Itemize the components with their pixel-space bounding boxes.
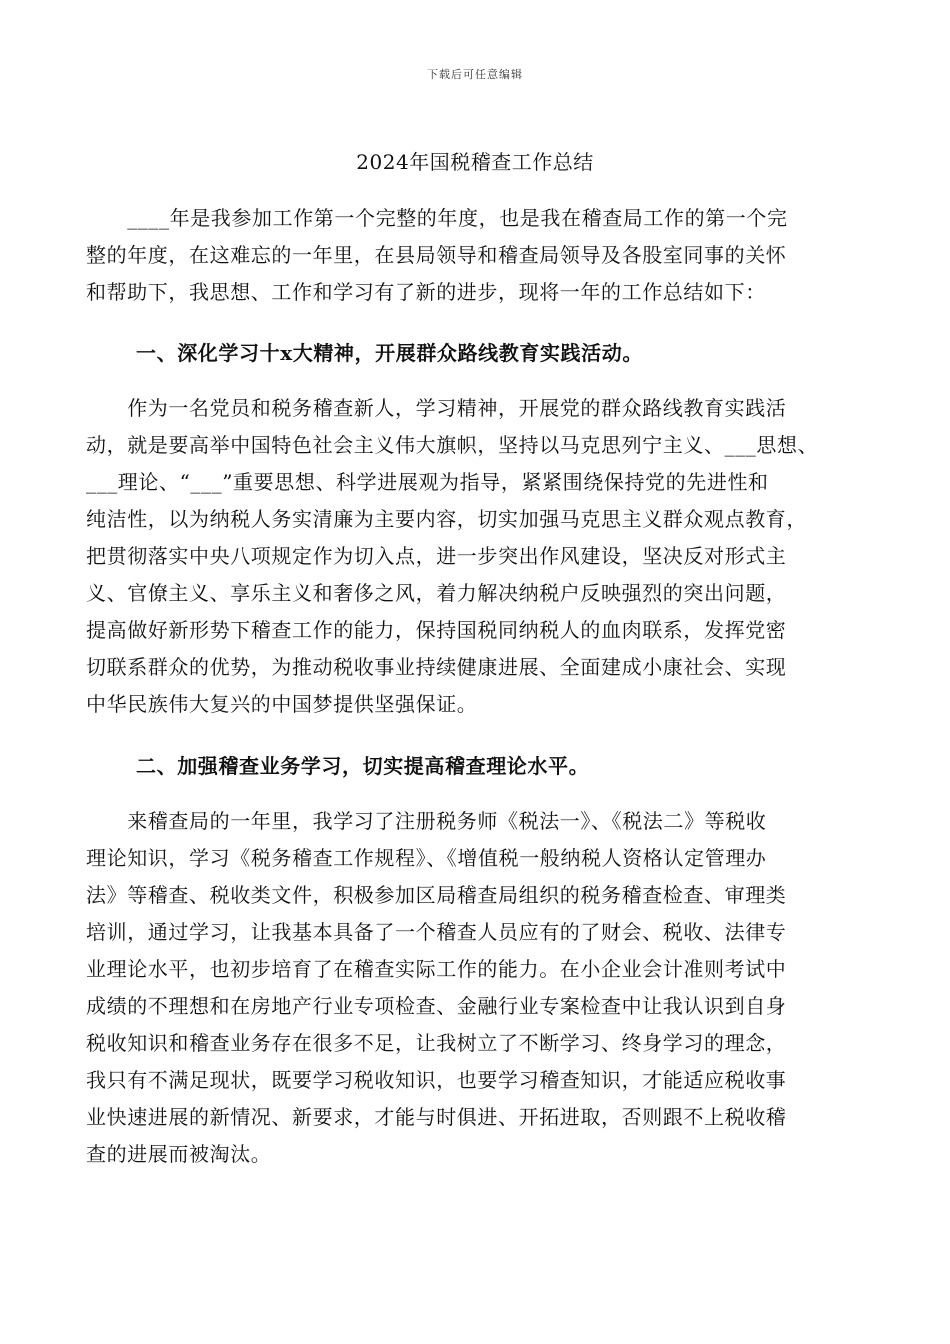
intro-paragraph [86, 200, 856, 311]
paragraph-line: 提高做好新形势下稽查工作的能力，保持国税同纳税人的血肉联系，发挥党密 [86, 618, 787, 642]
paragraph-line: 理论知识，学习《税务稽查工作规程》、《增值税一般纳税人资格认定管理办 [86, 846, 767, 870]
section-1-paragraph [86, 390, 856, 723]
paragraph-line: 和帮助下，我思想、工作和学习有了新的进步，现将一年的工作总结如下： [86, 280, 766, 304]
paragraph-line: 法》等稽查、税收类文件，积极参加区局稽查局组织的税务稽查检查、审理类 [86, 883, 787, 907]
paragraph-line: 动，就是要高举中国特色社会主义伟大旗帜，坚持以马克思列宁主义、___思想、 [86, 433, 819, 457]
paragraph-line: 我只有不满足现状，既要学习税收知识，也要学习稽查知识，才能适应税收事 [86, 1068, 787, 1092]
section-1-heading: 一、深化学习十x大精神，开展群众路线教育实践活动。 [136, 341, 643, 365]
paragraph-line: 义、官僚主义、享乐主义和奢侈之风，着力解决纳税户反映强烈的突出问题， [86, 581, 787, 605]
paragraph-line: 税收知识和稽查业务存在很多不足，让我树立了不断学习、终身学习的理念， [86, 1031, 787, 1055]
paragraph-line: 切联系群众的优势，为推动税收事业持续健康进展、全面建成小康社会、实现 [86, 655, 787, 679]
paragraph-line: 中华民族伟大复兴的中国梦提供坚强保证。 [86, 692, 478, 716]
section-2-paragraph [86, 803, 856, 1173]
paragraph-line: 培训，通过学习，让我基本具备了一个稽查人员应有的了财会、税收、法律专 [86, 920, 787, 944]
paragraph-line: 整的年度，在这难忘的一年里，在县局领导和稽查局领导及各股室同事的关怀 [86, 243, 787, 267]
section-2-heading: 二、加强稽查业务学习，切实提高稽查理论水平。 [136, 754, 590, 778]
paragraph-line: ____年是我参加工作第一个完整的年度，也是我在稽查局工作的第一个完 [86, 206, 788, 230]
paragraph-line: 成绩的不理想和在房地产行业专项检查、金融行业专案检查中让我认识到自身 [86, 994, 787, 1018]
paragraph-line: 业快速进展的新情况、新要求，才能与时俱进、开拓进取，否则跟不上税收稽 [86, 1105, 787, 1129]
paragraph-line: 来稽查局的一年里，我学习了注册税务师《税法一》、《税法二》等税收 [86, 809, 767, 833]
document-title: 2024年国税稽查工作总结 [356, 150, 594, 174]
paragraph-line: 把贯彻落实中央八项规定作为切入点，进一步突出作风建设，坚决反对形式主 [86, 544, 787, 568]
paragraph-line: 纯洁性，以为纳税人务实清廉为主要内容，切实加强马克思主义群众观点教育， [86, 507, 807, 531]
header-note: 下载后可任意编辑 [427, 68, 523, 81]
paragraph-line: 查的进展而被淘汰。 [86, 1142, 272, 1166]
paragraph-line: 作为一名党员和税务稽查新人，学习精神，开展党的群众路线教育实践活 [86, 396, 787, 420]
paragraph-line: ___理论、“___”重要思想、科学进展观为指导，紧紧围绕保持党的先进性和 [86, 470, 769, 494]
paragraph-line: 业理论水平，也初步培育了在稽查实际工作的能力。在小企业会计准则考试中 [86, 957, 787, 981]
